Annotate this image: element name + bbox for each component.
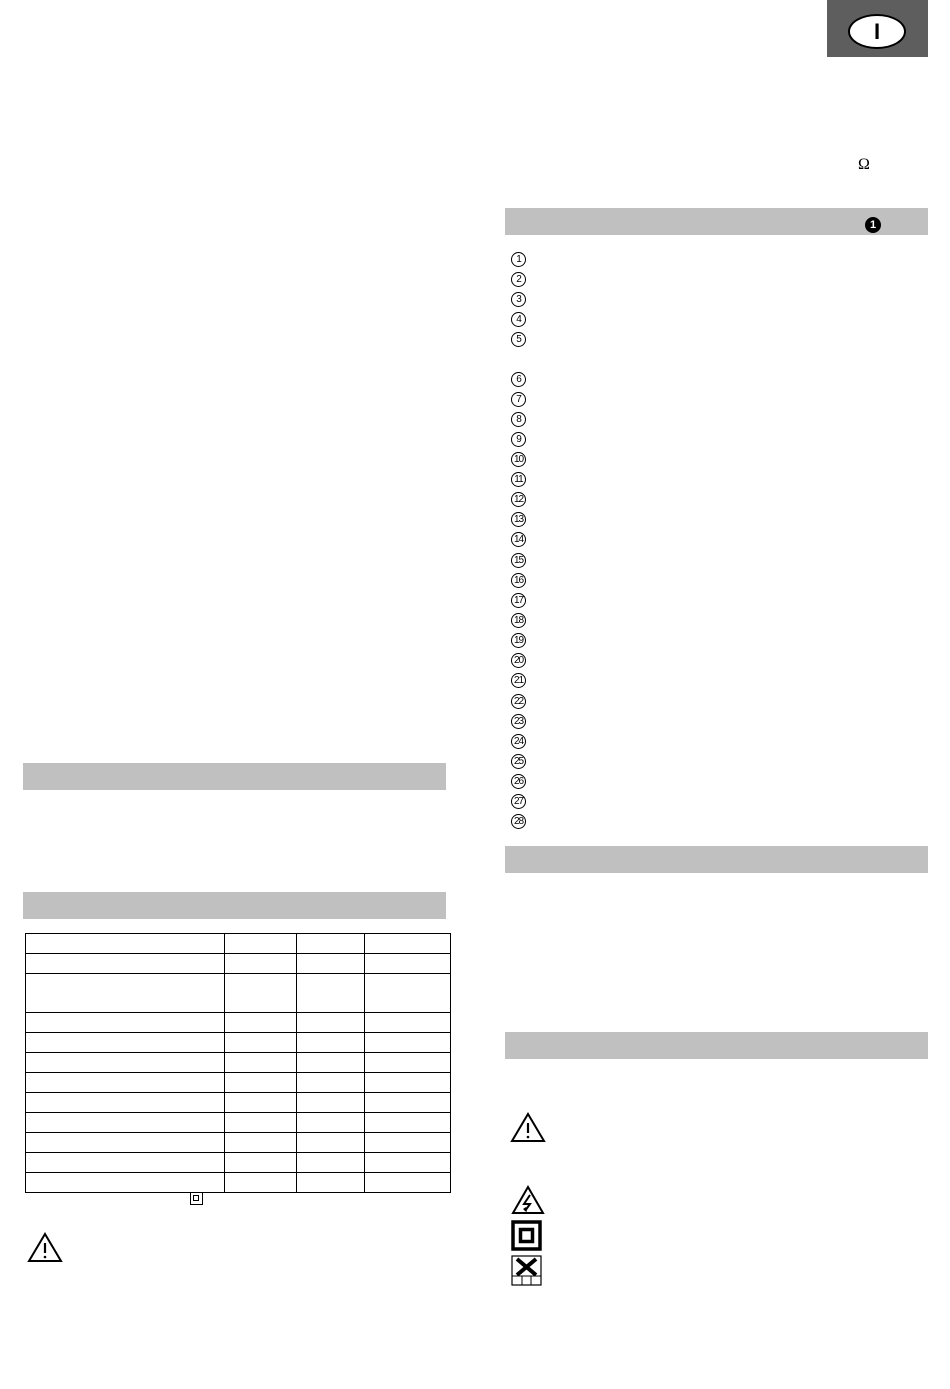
technical-data-table (25, 933, 451, 1193)
table-row (26, 1113, 451, 1133)
table-row (26, 1133, 451, 1153)
list-item: 24 (511, 734, 526, 749)
list-item: 22 (511, 694, 526, 709)
section-header-bar (23, 763, 446, 790)
language-badge (827, 0, 928, 57)
list-item: 17 (511, 593, 526, 608)
symbols-header-bar (505, 1032, 928, 1059)
warning-icon (510, 1112, 546, 1143)
list-item: 20 (511, 653, 526, 668)
list-item: 19 (511, 633, 526, 648)
list-item: 12 (511, 492, 526, 507)
table-row (26, 1013, 451, 1033)
table-row (26, 974, 451, 1013)
list-item: 28 (511, 814, 526, 829)
double-insulation-icon (511, 1220, 542, 1251)
list-item: 10 (511, 452, 526, 467)
list-item: 16 (511, 573, 526, 588)
list-item: 6 (511, 372, 526, 387)
list-item: 7 (511, 392, 526, 407)
table-row (26, 1153, 451, 1173)
table-row (26, 1073, 451, 1093)
list-item: 27 (511, 794, 526, 809)
no-household-waste-icon (511, 1255, 542, 1286)
table-row (26, 1173, 451, 1193)
list-item: 23 (511, 714, 526, 729)
list-item: 18 (511, 613, 526, 628)
list-item: 21 (511, 673, 526, 688)
list-item: 15 (511, 553, 526, 568)
list-item: 5 (511, 332, 526, 347)
section-header-bar (505, 846, 928, 873)
list-item: 4 (511, 312, 526, 327)
list-item: 25 (511, 754, 526, 769)
omega-symbol: Ω (858, 156, 870, 173)
table-row (26, 1033, 451, 1053)
list-item: 13 (511, 512, 526, 527)
list-item: 8 (511, 412, 526, 427)
table-row (26, 1093, 451, 1113)
list-item: 9 (511, 432, 526, 447)
list-item: 11 (511, 472, 526, 487)
list-item: 1 (511, 252, 526, 267)
list-item: 26 (511, 774, 526, 789)
figure-reference-badge: 1 (865, 217, 881, 233)
technical-data-header-bar (23, 892, 446, 919)
electric-hazard-icon (511, 1185, 545, 1215)
double-insulation-icon (190, 1192, 203, 1205)
list-item: 3 (511, 292, 526, 307)
list-item: 14 (511, 532, 526, 547)
table-row (26, 1053, 451, 1073)
list-item: 2 (511, 272, 526, 287)
table-row (26, 954, 451, 974)
language-label: I (848, 14, 906, 49)
table-row (26, 934, 451, 954)
warning-icon (27, 1232, 63, 1263)
